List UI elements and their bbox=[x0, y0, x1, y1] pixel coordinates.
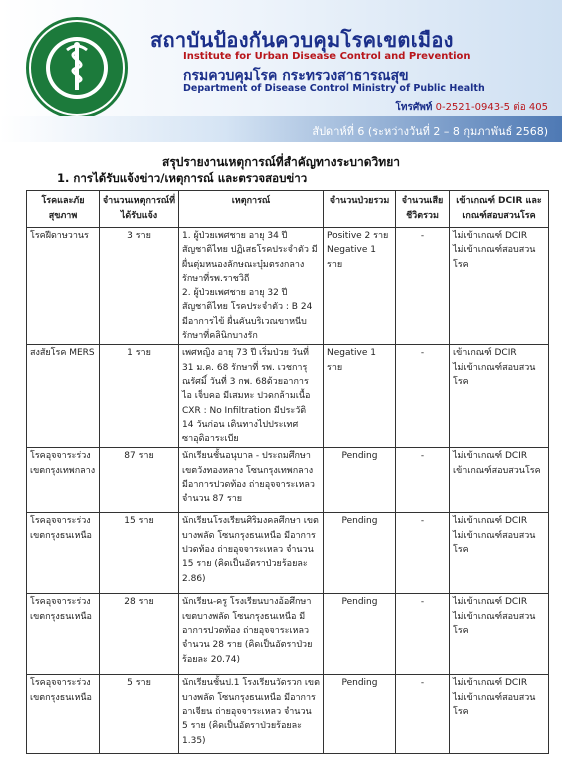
col-header-dead: จำนวนเสียชีวิตรวม bbox=[396, 191, 450, 228]
week-label: สัปดาห์ที่ 6 (ระหว่างวันที่ 2 – 8 กุมภาพันธ์ 2568) bbox=[312, 125, 548, 138]
cell-event: นักเรียน-ครู โรงเรียนบางอ้อศึกษา เขตบางพลัด โซนกรุงธนเหนือ มีอาการปวดท้อง ถ่ายอุจจาระเหลว จำนวน 28 ราย (คิดเป็นอัตราป่วยร้อยละ 20.74) bbox=[179, 594, 324, 675]
cell-dcir: ไม่เข้าเกณฑ์ DCIR ไม่เข้าเกณฑ์สอบสวนโรค bbox=[450, 513, 549, 594]
cell-sick: Pending bbox=[324, 448, 396, 513]
cell-sick: Pending bbox=[324, 594, 396, 675]
ministry-emblem-icon bbox=[29, 20, 125, 116]
department-thai: กรมควบคุมโรค กระทรวงสาธารณสุข bbox=[183, 68, 409, 84]
cell-dead: - bbox=[396, 594, 450, 675]
cell-dead: - bbox=[396, 448, 450, 513]
col-header-dcir: เข้าเกณฑ์ DCIR และเกณฑ์สอบสวนโรค bbox=[450, 191, 549, 228]
cell-count: 15 ราย bbox=[100, 513, 179, 594]
table-row bbox=[27, 675, 549, 754]
cell-disease: สงสัยโรค MERS bbox=[27, 345, 100, 448]
department-english: Department of Disease Control Ministry of Public Health bbox=[183, 83, 485, 94]
document-title: สรุปรายงานเหตุการณ์ที่สำคัญทางระบาดวิทยา bbox=[162, 155, 400, 169]
ministry-logo bbox=[26, 17, 128, 119]
col-header-event: เหตุการณ์ bbox=[179, 191, 324, 228]
cell-event: เพศหญิง อายุ 73 ปี เริ่มป่วย วันที่ 31 ม.ค. 68 รักษาที่ รพ. เวชการุณรัศมิ์ วันที่ 3 กพ. 68ด้วยอาการ ไอ เจ็บคอ มีเสมหะ ปวดกล้ามเนื้อ CXR : No Infiltration มีประวัติ 14 วันก่อน เดินทางไปประเทศซาอุดิอาระเบีย bbox=[179, 345, 324, 448]
cell-event: นักเรียนโรงเรียนศิริมงคลศึกษา เขตบางพลัด โซนกรุงธนเหนือ มีอาการปวดท้อง ถ่ายอุจจาระเหลว จำนวน 15 ราย (คิดเป็นอัตราป่วยร้อยละ 2.86) bbox=[179, 513, 324, 594]
cell-count: 87 ราย bbox=[100, 448, 179, 513]
section-heading: 1. การได้รับแจ้งข่าว/เหตุการณ์ และตรวจสอบข่าว bbox=[57, 171, 308, 185]
cell-count: 1 ราย bbox=[100, 345, 179, 448]
col-header-count: จำนวนเหตุการณ์ที่ได้รับแจ้ง bbox=[100, 191, 179, 228]
cell-disease: โรคอุจจาระร่วง เขตกรุงธนเหนือ bbox=[27, 675, 100, 754]
cell-count: 3 ราย bbox=[100, 228, 179, 345]
table-header-row bbox=[27, 191, 549, 228]
cell-dead: - bbox=[396, 513, 450, 594]
cell-sick: Pending bbox=[324, 675, 396, 754]
cell-dcir: ไม่เข้าเกณฑ์ DCIR ไม่เข้าเกณฑ์สอบสวนโรค bbox=[450, 675, 549, 754]
table-row bbox=[27, 513, 549, 594]
cell-sick: Negative 1 ราย bbox=[324, 345, 396, 448]
table-row bbox=[27, 345, 549, 448]
col-header-disease: โรคและภัยสุขภาพ bbox=[27, 191, 100, 228]
cell-sick: Positive 2 ราย Negative 1 ราย bbox=[324, 228, 396, 345]
org-name-thai: สถาบันป้องกันควบคุมโรคเขตเมือง bbox=[150, 28, 454, 52]
cell-dcir: ไม่เข้าเกณฑ์ DCIR ไม่เข้าเกณฑ์สอบสวนโรค bbox=[450, 228, 549, 345]
cell-dcir: ไม่เข้าเกณฑ์ DCIR เข้าเกณฑ์สอบสวนโรค bbox=[450, 448, 549, 513]
table-row bbox=[27, 228, 549, 345]
table-row bbox=[27, 448, 549, 513]
page-header bbox=[0, 0, 562, 142]
cell-event: นักเรียนชั้นป.1 โรงเรียนวัดรวก เขตบางพลัด โซนกรุงธนเหนือ มีอาการอาเจียน ถ่ายอุจจาระเหลว จำนวน 5 ราย (คิดเป็นอัตราป่วยร้อยละ 1.35) bbox=[179, 675, 324, 754]
phone-label: โทรศัพท์ bbox=[395, 102, 433, 113]
phone-info bbox=[396, 100, 548, 115]
org-name-english: Institute for Urban Disease Control and Prevention bbox=[183, 51, 471, 62]
phone-number: 0-2521-0943-5 ต่อ 405 bbox=[435, 102, 548, 113]
cell-disease: โรคอุจจาระร่วง เขตกรุงธนเหนือ bbox=[27, 594, 100, 675]
cell-dead: - bbox=[396, 345, 450, 448]
cell-dcir: เข้าเกณฑ์ DCIR ไม่เข้าเกณฑ์สอบสวนโรค bbox=[450, 345, 549, 448]
cell-dead: - bbox=[396, 228, 450, 345]
event-table bbox=[26, 190, 549, 754]
cell-sick: Pending bbox=[324, 513, 396, 594]
cell-count: 5 ราย bbox=[100, 675, 179, 754]
cell-disease: โรคฝีดาษวานร bbox=[27, 228, 100, 345]
cell-dead: - bbox=[396, 675, 450, 754]
cell-event: 1. ผู้ป่วยเพศชาย อายุ 34 ปี สัญชาติไทย ปฏิเสธโรคประจำตัว มีผื่นตุ่มหนองลักษณะบุ๋มตรงกลาง รักษาที่รพ.ราชวิถี 2. ผู้ป่วยเพศชาย อายุ 32 ปี สัญชาติไทย โรคประจำตัว : B 24 มีอาการไข้ ผื่นคันบริเวณขาหนีบ รักษาที่คลินิกบางรัก bbox=[179, 228, 324, 345]
cell-dcir: ไม่เข้าเกณฑ์ DCIR ไม่เข้าเกณฑ์สอบสวนโรค bbox=[450, 594, 549, 675]
cell-count: 28 ราย bbox=[100, 594, 179, 675]
table-row bbox=[27, 594, 549, 675]
col-header-sick: จำนวนป่วยรวม bbox=[324, 191, 396, 228]
cell-disease: โรคอุจจาระร่วง เขตกรุงเทพกลาง bbox=[27, 448, 100, 513]
cell-event: นักเรียนชั้นอนุบาล - ประถมศึกษา เขตวังทองหลาง โซนกรุงเทพกลาง มีอาการปวดท้อง ถ่ายอุจจาระเหลว จำนวน 87 ราย bbox=[179, 448, 324, 513]
cell-disease: โรคอุจจาระร่วง เขตกรุงธนเหนือ bbox=[27, 513, 100, 594]
